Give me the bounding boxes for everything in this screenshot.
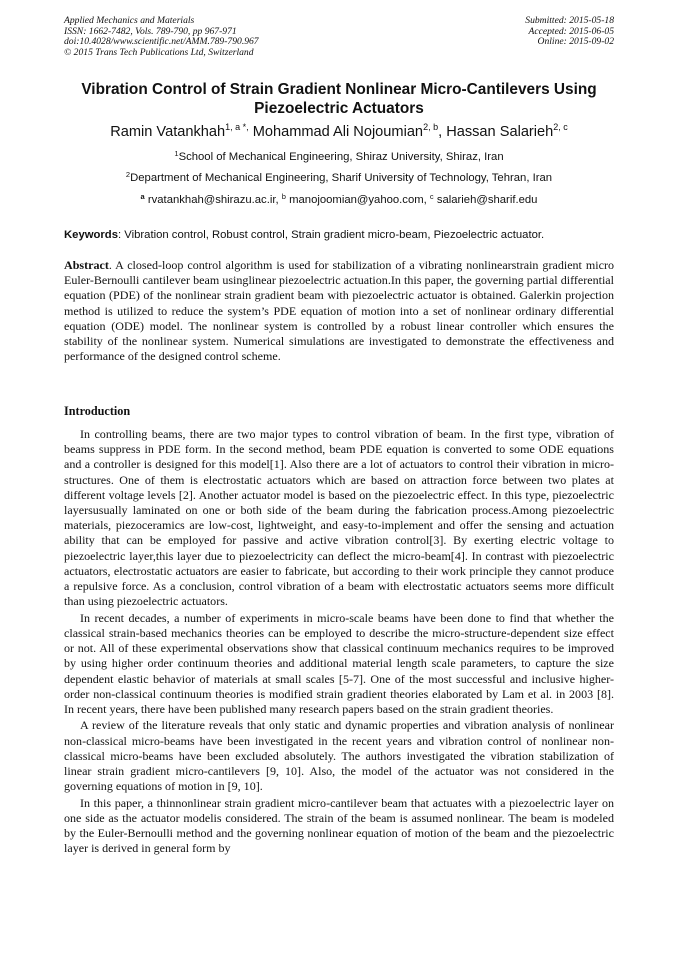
author-1: Ramin Vatankhah: [110, 124, 226, 140]
accepted-date: Accepted: 2015-06-05: [528, 25, 614, 37]
abstract: [64, 258, 614, 364]
author-3: Hassan Salarieh: [446, 124, 554, 140]
author-list: [64, 123, 614, 141]
email-a[interactable]: rvatankhah@shirazu.ac.ir,: [147, 194, 279, 206]
abstract-label: Abstract: [64, 258, 109, 272]
keywords-label: Keywords: [64, 229, 118, 241]
affiliation-2: [64, 171, 614, 185]
email-a-marker: a: [140, 192, 145, 201]
intro-paragraph: A review of the literature reveals that only static and dynamic properties and vibration analysis of nonlinear non-classical micro-beams have been investigated in the recent years and vibration control of nonlinear non-classical micro-beams have been excluded absolutely. The authors investigated the vibration stabilization of linear strain gradient micro-cantilevers [9, 10]. Also, the model of the actuator was not considered in the governing equations of motion in [9, 10].: [64, 718, 614, 794]
keywords: [64, 228, 614, 242]
email-b-marker: b: [281, 192, 286, 201]
journal-name: Applied Mechanics and Materials: [64, 15, 195, 26]
issn-line: ISSN: 1662-7482, Vols. 789-790, pp 967-971: [64, 25, 237, 37]
affiliation-1: [64, 150, 614, 164]
keywords-text: : Vibration control, Robust control, Strain gradient micro-beam, Piezoelectric actuator.: [118, 229, 545, 241]
email-b[interactable]: manojoomian@yahoo.com,: [289, 194, 427, 206]
intro-paragraph: In this paper, a thinnonlinear strain gradient micro-cantilever beam that actuates with a piezoelectric layer on one side as the actuator modelis considered. The strain of the beam is assumed nonlinear. The beam is modeled by the Euler-Bernoulli method and the governing nonlinear equation of motion of the beam and the piezoelectric layer is derived in general form by: [64, 795, 614, 856]
author-2: Mohammad Ali Nojoumian: [248, 124, 424, 140]
affiliation-1-marker: 1: [174, 149, 179, 158]
email-c-marker: c: [429, 192, 434, 201]
author-separator: ,: [438, 124, 447, 140]
intro-paragraph: In controlling beams, there are two major types to control vibration of beam. In the first type, vibration of beams suppress in PDE form. In the second method, beam PDE equation is converted to some ODE equations and a controller is designed for this model[1]. Also there are a lot of actuators to control their vibration in micro-structures. One of them is electrostatic actuators which are based on attraction force between two plates at different voltage levels [2]. Another actuator model is based on the piezoelectric effect. In this type, piezoelectric layersusually laminated on one or both side of the beam during the fabrication process.Among piezoelectric materials, piezoceramics are low-cost, lightweight, and easy-to-implement and offer the sensing and actuation ability that can be employed for passive and active vibration control[3]. By exerting electric voltage to piezoelectric layer,this layer due to piezoelectricity can deflect the micro-beam[4]. In contrast with piezoelectric actuators, electrostatic actuators are easier to fabricate, but according to their work principle they cannot produce a repulsive force. As a conclusion, control vibration of a beam with electrostatic actuators seems more difficult than using piezoelectric actuators.: [64, 427, 614, 609]
author-2-affiliation: 2, b: [423, 122, 439, 132]
affiliation-1-text: School of Mechanical Engineering, Shiraz University, Shiraz, Iran: [178, 151, 504, 163]
copyright-line: © 2015 Trans Tech Publications Ltd, Switzerland: [64, 46, 254, 58]
online-date: Online: 2015-09-02: [537, 36, 614, 48]
email-list: [64, 193, 614, 207]
intro-paragraph: In recent decades, a number of experiments in micro-scale beams have been done to find that whether the classical strain-based mechanics theories can be employed to describe the micro-structure-dependent size effect or not. All of these experimental observations show that classical continuum mechanics requires to be improved by using higher order continuum theories and additional material length scale parameters, to capture the size dependent elastic behavior of materials at small scales [5-7]. One of the most successful and inclusive higher-order non-classical continuum theories is modified strain gradient theories elaborated by Lam et al. in 2003 [8]. In recent years, there have been published many research papers based on the strain gradient theories.: [64, 610, 614, 716]
affiliation-2-text: Department of Mechanical Engineering, Sharif University of Technology, Tehran, Iran: [130, 172, 553, 184]
email-c[interactable]: salarieh@sharif.edu: [436, 194, 538, 206]
introduction-body: [64, 427, 614, 858]
abstract-text: . A closed-loop control algorithm is used for stabilization of a vibrating nonlinearstrain gradient micro Euler-Bernoulli cantilever beam usinglinear piezoelectric actuation.In this paper, the governing partial differential equation (PDE) of the nonlinear strain gradient beam with piezoelectric actuator is obtained. Galerkin projection method is utilized to reduce the system’s PDE equation of motion into a set of nonlinear ordinary differential equation (ODE) model. The nonlinear system is controlled by a robust linear controller which ensures the stability of the nonlinear system. Numerical simulations are investigated to demonstrate the effectiveness and performance of the designed control scheme.: [64, 258, 614, 364]
submission-dates: [525, 16, 614, 48]
author-1-affiliation: 1, a *,: [225, 122, 249, 132]
author-3-affiliation: 2, c: [553, 122, 568, 132]
journal-info: [64, 16, 259, 58]
doi-line: doi:10.4028/www.scientific.net/AMM.789-790.967: [64, 36, 259, 48]
introduction-heading: Introduction: [64, 404, 131, 418]
paper-title: Vibration Control of Strain Gradient Nonlinear Micro-Cantilevers Using Piezoelectric Actuators: [81, 81, 597, 117]
submitted-date: Submitted: 2015-05-18: [525, 15, 614, 26]
affiliation-2-marker: 2: [125, 170, 131, 179]
